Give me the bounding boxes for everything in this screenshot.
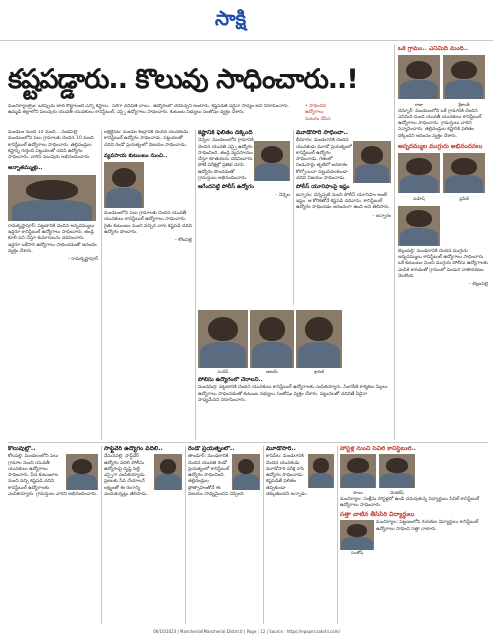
col4-text2: జన్నారం: చిన్నప్పటి నుంచి పోలీస్ యూనిఫాం అంటే ఇష్టం. ఆ కోరికతోనే కష్టపడి చదివాను. కానిస్టేబుల్ ఉద్యోగం సాధించడం ఆనందంగా ఉంది అని తెలిపారు. bbox=[296, 192, 390, 211]
col1-credit: – రామకృష్ణాపూర్ bbox=[67, 257, 98, 263]
person-photo bbox=[66, 454, 98, 490]
b4-text: కాసిపేట: మండలానికి చెందిన యువకుడు మూడోసారి పరీక్ష రాసి ఉద్యోగం సాధించాడు. కష్టపడితే ఫలితం తప్పకుండా దక్కుతుందని అన్నాడు. bbox=[266, 454, 308, 498]
photo-caption: రాజు bbox=[415, 102, 423, 108]
right-column bbox=[398, 46, 488, 440]
person-photo bbox=[232, 454, 260, 490]
person-photo bbox=[340, 454, 376, 488]
person-photo bbox=[398, 153, 440, 193]
bottom-article-2 bbox=[104, 446, 182, 624]
photo-caption: మహేష్ bbox=[413, 196, 425, 202]
bottom-article-5 bbox=[340, 446, 488, 624]
page-footer: 06/10/2023 | Mancherial(Mancherial District) | Page : 12 | Source : https://epaper.sakshi.com/ bbox=[153, 629, 340, 634]
person-photo bbox=[308, 454, 334, 488]
b5-title-2: సత్తా చాటిన తీసిసిరి విద్యార్థులు bbox=[340, 511, 415, 519]
bottom-article-1 bbox=[8, 446, 98, 624]
person-photo bbox=[250, 310, 294, 368]
kicker-line: • సాధించిన bbox=[305, 104, 327, 109]
photo-caption: సందీప్ bbox=[217, 369, 229, 374]
kicker bbox=[305, 104, 360, 123]
b5-title: హాస్టళ్ల నుంచి సివిల్ కానిస్టేబుల్.. bbox=[340, 446, 417, 452]
col3-subhead: ఆగేందనిట్టి పోలీస్ ఉద్యోగం bbox=[198, 184, 255, 191]
person-photo bbox=[154, 454, 182, 490]
mid-title: పోలీసు ఉద్యోగంలో చేరాలని.. bbox=[198, 377, 263, 383]
col4-title: మూడోసారి సాధించా.. bbox=[296, 130, 349, 136]
kicker-line: సంబరం చేసిన bbox=[305, 116, 331, 122]
right-text-2: బెల్లంపల్లి: మండలానికి చెందిన ముగ్గురు అన్నదమ్ములు కానిస్టేబుల్ ఉద్యోగాలు సాధించారు. ఒకే కుటుంబం నుంచి ముగ్గురు పోలీసు ఉద్యోగాలకు ఎంపిక కావడంతో గ్రామంలో పండుగ వాతావరణం నెలకొంది. bbox=[398, 248, 488, 279]
b5-text-2: మంచిర్యాల: పట్టణంలోని గురుకుల విద్యార్థులు కానిస్టేబుల్ ఉద్యోగాలు సాధించి సత్తా చాటారు. bbox=[376, 520, 479, 532]
photo-caption: ప్రవీణ్ bbox=[459, 196, 469, 202]
page-headline: కష్టపడ్డారు.. కొలువు సాధించారు..! bbox=[8, 64, 358, 95]
b2-title: సాఫ్ట్‌వేర్ ఉద్యోగం వదిలి.. bbox=[104, 446, 163, 452]
photo-caption: సాయి bbox=[353, 490, 363, 496]
photo-caption: శ్రీకాంత్ bbox=[458, 102, 470, 108]
middle-article bbox=[198, 377, 388, 440]
column-3 bbox=[198, 130, 290, 305]
b3-title: రెండో ప్రయత్నంలో.. bbox=[188, 446, 235, 452]
lead-paragraph bbox=[8, 104, 298, 128]
article-photo bbox=[254, 141, 290, 181]
person-photo bbox=[398, 206, 440, 246]
col2-credit: – కోటపల్లి bbox=[174, 238, 192, 244]
article-photo bbox=[353, 141, 391, 183]
bottom-article-4 bbox=[266, 446, 334, 624]
col2-text: లక్షెట్టిపేట: మండల కేంద్రానికి చెందిన యువకుడు కానిస్టేబుల్ ఉద్యోగం సాధించాడు. పట్టుదలతో చదివి రెండో ప్రయత్నంలో విజయం సాధించాడు. bbox=[104, 130, 189, 148]
right-credit: – బెల్లంపల్లి bbox=[468, 282, 488, 288]
b1-title: కొలువుల్లో.. bbox=[8, 446, 36, 452]
col2-subhead: వ్యవసాయ కుటుంబం నుంచి.. bbox=[104, 152, 168, 159]
photo-caption: వెంకటేష్ bbox=[390, 490, 404, 496]
lead-text: మంచిర్యాలక్రైం: ఒకప్పుడు జాబ్ కొట్టాలంటే ఎన్నో కష్టాలు.. సరిగా చదివితే చాలు.. ఉద్యోగంలో చేరవచ్చని అంటారు. కష్టపడితే ఏదైనా సాధ్యం అని నిరూపించారు. ఉమ్మడి జిల్లాలోని పలువురు యువతీ యువకులు కానిస్టేబుల్, ఎస్సై ఉద్యోగాలు సాధించారు. కుటుంబ సభ్యులు సంతోషం వ్యక్తం చేశారు. bbox=[8, 104, 290, 116]
column-4 bbox=[296, 130, 391, 305]
column-1 bbox=[8, 130, 98, 440]
article-photo bbox=[104, 162, 144, 208]
b2-text: వేమనపల్లి: సాఫ్ట్‌వేర్ ఉద్యోగం వదిలి పోలీసు ఉద్యోగంపై దృష్టి పెట్టి ఎస్సైగా ఎంపికయ్యాడు. ప్రజలకు సేవ చేయాలనే లక్ష్యంతో ఈ రంగాన్ని ఎంచుకున్నట్లు తెలిపాడు. bbox=[104, 454, 148, 498]
col4-text: భీమారం: మండలానికి చెందిన యువకుడు మూడో ప్రయత్నంలో కానిస్టేబుల్ ఉద్యోగం సాధించాడు. గతంలో రెండుసార్లు తృటిలో అవకాశం కోల్పోయినా పట్టువదలకుండా చదివి విజయం సాధించాడు. bbox=[296, 138, 353, 182]
col1-text2: రామకృష్ణాపూర్: పట్టణానికి చెందిన అన్నదమ్ములు ఇద్దరూ కానిస్టేబుల్ ఉద్యోగాలు సాధించారు. తండ్రి కూలీ పని చేస్తూ కుమారులను చదివించారు. ఇద్దరూ ఒకేసారి ఉద్యోగాలు సాధించడంతో ఆనందం వ్యక్తం చేశారు. bbox=[8, 223, 97, 254]
person-photo bbox=[379, 454, 415, 488]
newspaper-logo: సాక్షి bbox=[215, 6, 247, 30]
b4-title: మూడోసారి.. bbox=[266, 446, 296, 452]
person-photo bbox=[398, 55, 440, 99]
col2-text2: మండలంలోని పలు గ్రామాలకు చెందిన యువతీ యువకులు కానిస్టేబుల్ ఉద్యోగాలు సాధించారు. రైతు కుటుంబం నుంచి వచ్చిన వారు కష్టపడి చదివి ఉద్యోగం పొందారు. bbox=[104, 211, 192, 236]
bottom-article-3 bbox=[188, 446, 260, 624]
b5-text: మంచిర్యాల: సంక్షేమ హాస్టళ్లలో ఉండి చదువుకున్న విద్యార్థులు సివిల్ కానిస్టేబుల్ ఉద్యోగాలు సాధించారు. bbox=[340, 496, 480, 508]
photo-caption: శ్రావణి bbox=[314, 369, 324, 374]
b1-text: కోటపల్లి: మండలంలోని పలు గ్రామాల నుంచి యువతీ యువకులు ఉద్యోగాలు సాధించారు. పేద కుటుంబాల నుంచి వచ్చి కష్టపడి చదివి కానిస్టేబుల్ ఉద్యోగాలకు ఎంపికయ్యారు. గ్రామస్తులు వారిని అభినందించారు. bbox=[8, 454, 98, 498]
article-photo bbox=[8, 175, 96, 221]
photo-caption: సంతోష్ bbox=[350, 550, 364, 556]
masthead bbox=[0, 0, 493, 40]
person-photo bbox=[296, 310, 342, 368]
col3-text: నెన్నెల: మండలంలోని గ్రామానికి చెందిన యువతి ఎస్సై ఉద్యోగం సాధించింది. తండ్రి వ్యవసాయం చేస్తూ కూతురును చదివించారు. పోటీ పరీక్షల్లో ప్రతిభ చూపి ఉద్యోగం పొందడంతో గ్రామస్తులు అభినందించారు. bbox=[198, 138, 254, 182]
column-2 bbox=[104, 130, 192, 440]
kicker-line: ఉద్యోగాలు bbox=[305, 110, 324, 116]
b3-text: తాండూర్: మండలానికి చెందిన యువతి రెండో ప్రయత్నంలో కానిస్టేబుల్ ఉద్యోగం సాధించింది. తల్లిదండ్రుల ప్రోత్సాహంతోనే ఈ విజయం సాధ్యమైందని చెప్పింది. bbox=[188, 454, 245, 498]
person-photo bbox=[198, 310, 248, 368]
col1-subhead: అన్నాతమ్ముళ్లు.. bbox=[8, 165, 43, 172]
masthead-divider bbox=[0, 40, 493, 41]
person-photo bbox=[340, 520, 374, 550]
col3-credit: – నెన్నెల bbox=[275, 192, 290, 198]
col3-title: కష్టానికి ఫలితం దక్కింది bbox=[198, 130, 253, 136]
mid-text: మందమర్రి: పట్టణానికి చెందిన యువకులు కానిస్టేబుల్ ఉద్యోగాలకు ఎంపికయ్యారు. సింగరేణి కార్మికుల పిల్లలు ఉద్యోగాలు సాధించడంతో కుటుంబ సభ్యులు సంతోషం వ్యక్తం చేశారు. పట్టుదలతో చదివితే ఏదైనా సాధ్యమేనని నిరూపించారు. bbox=[198, 385, 388, 403]
person-photo bbox=[443, 153, 485, 193]
photo-caption: అజయ్ bbox=[266, 369, 278, 374]
right-text-1: చెన్నూర్: మండలంలోని ఒకే గ్రామానికి చెందిన ఎనిమిది మంది యువతీ యువకులు కానిస్టేబుల్ ఉద్యోగాలు సాధించారు. గ్రామస్తులు వారిని సన్మానించారు. తల్లిదండ్రుల కష్టానికి ఫలితం దక్కిందని ఆనందం వ్యక్తం చేశారు. bbox=[398, 108, 482, 139]
col4-subhead: పోలీస్ యూనిఫాంపై ఇష్టం bbox=[296, 184, 350, 191]
right-title-2: అన్నదమ్ముల ముగ్గురు అభినందనలు bbox=[398, 143, 483, 151]
right-title-1: ఒకే గ్రామం.. ఎనిమిది మంది.. bbox=[398, 46, 469, 52]
person-photo bbox=[443, 55, 485, 99]
col4-credit: – జన్నారం bbox=[372, 213, 391, 219]
col1-text: మండలం నుంచి 10 మంది... దండేపల్లి: మండలంలోని పలు గ్రామాలకు చెందిన 10 మంది కానిస్టేబుల్ ఉద్యోగాలు సాధించారు. తల్లిదండ్రుల కష్టాన్ని గుర్తించి పట్టుదలతో చదివి ఉద్యోగం సాధించారు. వారిని పలువురు అభినందించారు. bbox=[8, 130, 94, 161]
